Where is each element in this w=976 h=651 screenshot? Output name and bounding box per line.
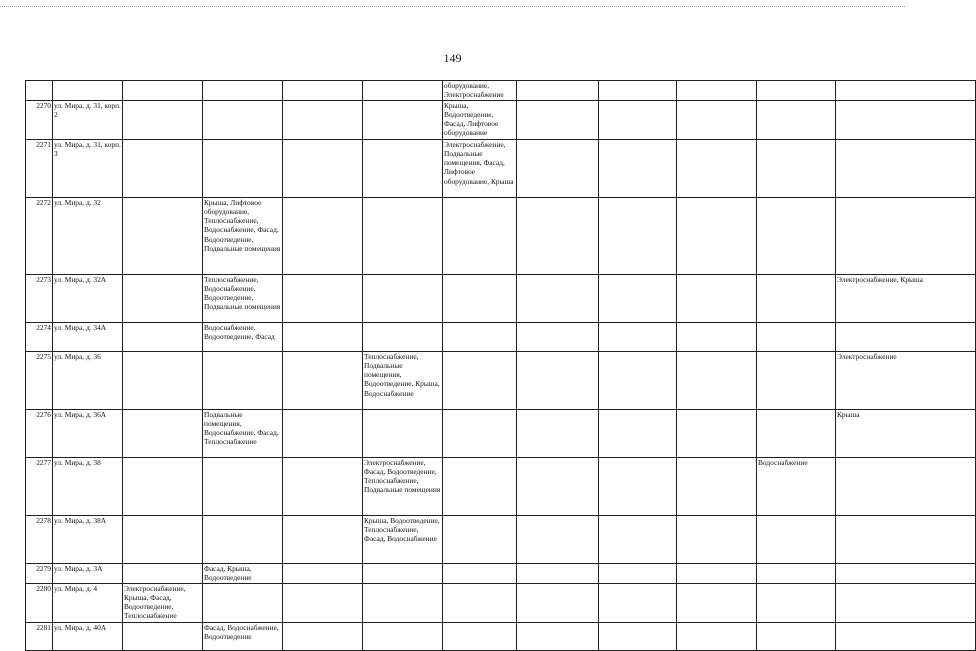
address-cell: ул. Мира, д. 32 bbox=[53, 197, 123, 274]
work-type-cell bbox=[517, 322, 599, 351]
work-type-cell bbox=[677, 81, 757, 101]
work-type-cell bbox=[677, 197, 757, 274]
work-type-cell bbox=[123, 351, 203, 409]
work-type-cell bbox=[677, 457, 757, 515]
work-type-cell bbox=[363, 81, 443, 101]
work-type-cell bbox=[203, 81, 283, 101]
work-type-cell bbox=[599, 351, 677, 409]
table-row bbox=[26, 457, 976, 515]
row-number: 2276 bbox=[26, 409, 53, 457]
work-type-cell bbox=[363, 274, 443, 322]
work-type-cell bbox=[203, 583, 283, 622]
work-type-cell bbox=[517, 274, 599, 322]
address-cell: ул. Мира, д. 3А bbox=[53, 563, 123, 583]
work-type-cell bbox=[599, 197, 677, 274]
address-cell: ул. Мира, д. 38А bbox=[53, 515, 123, 563]
work-type-cell bbox=[757, 583, 836, 622]
table-row bbox=[26, 274, 976, 322]
work-type-cell bbox=[677, 622, 757, 650]
work-type-cell bbox=[123, 409, 203, 457]
work-type-cell bbox=[836, 197, 976, 274]
work-type-cell bbox=[836, 563, 976, 583]
address-cell: ул. Мира, д. 38 bbox=[53, 457, 123, 515]
work-type-cell bbox=[599, 81, 677, 101]
table-row bbox=[26, 351, 976, 409]
work-type-cell bbox=[363, 563, 443, 583]
work-type-cell bbox=[517, 622, 599, 650]
work-type-cell bbox=[836, 583, 976, 622]
work-type-cell bbox=[203, 351, 283, 409]
row-number: 2281 bbox=[26, 622, 53, 650]
work-type-cell: Фасад, Водоснабжение, Водоотведение bbox=[203, 622, 283, 650]
work-type-cell: Теплоснабжение, Водоснабжение, Водоотведение, Подвальные помещения bbox=[203, 274, 283, 322]
table-row bbox=[26, 81, 976, 101]
work-type-cell bbox=[123, 322, 203, 351]
work-type-cell: Фасад, Крыша, Водоотведение bbox=[203, 563, 283, 583]
work-type-cell bbox=[443, 583, 517, 622]
work-type-cell bbox=[517, 351, 599, 409]
work-type-cell bbox=[677, 583, 757, 622]
row-number: 2274 bbox=[26, 322, 53, 351]
work-type-cell bbox=[283, 583, 363, 622]
work-type-cell: Электроснабжение, Подвальные помещения, Фасад, Лифтовое оборудование, Крыша bbox=[443, 139, 517, 197]
work-type-cell bbox=[599, 322, 677, 351]
work-type-cell bbox=[443, 622, 517, 650]
work-type-cell bbox=[123, 81, 203, 101]
work-type-cell bbox=[283, 139, 363, 197]
work-type-cell bbox=[599, 515, 677, 563]
row-number: 2270 bbox=[26, 100, 53, 139]
work-type-cell bbox=[123, 100, 203, 139]
work-type-cell bbox=[757, 139, 836, 197]
work-type-cell bbox=[517, 197, 599, 274]
page-number: 149 bbox=[443, 51, 462, 65]
table-row bbox=[26, 100, 976, 139]
work-type-cell bbox=[517, 139, 599, 197]
work-type-cell bbox=[283, 622, 363, 650]
work-type-cell bbox=[517, 457, 599, 515]
address-cell: ул. Мира, д. 36 bbox=[53, 351, 123, 409]
address-cell: ул. Мира, д. 36А bbox=[53, 409, 123, 457]
scan-edge-line bbox=[0, 6, 905, 7]
work-type-cell: оборудование, Электроснабжение bbox=[443, 81, 517, 101]
row-number: 2278 bbox=[26, 515, 53, 563]
work-type-cell bbox=[283, 197, 363, 274]
address-cell: ул. Мира, д. 31, корп. 3 bbox=[53, 139, 123, 197]
work-type-cell: Электроснабжение bbox=[836, 351, 976, 409]
work-type-cell bbox=[677, 351, 757, 409]
work-type-cell bbox=[363, 100, 443, 139]
work-type-cell bbox=[677, 563, 757, 583]
work-type-cell bbox=[836, 457, 976, 515]
row-number: 2277 bbox=[26, 457, 53, 515]
table-row bbox=[26, 197, 976, 274]
work-type-cell: Электроснабжение, Крыша bbox=[836, 274, 976, 322]
work-type-cell bbox=[283, 563, 363, 583]
work-type-cell bbox=[517, 100, 599, 139]
table-row bbox=[26, 622, 976, 650]
work-type-cell bbox=[599, 622, 677, 650]
work-type-cell bbox=[677, 409, 757, 457]
work-type-cell bbox=[443, 197, 517, 274]
work-type-cell bbox=[757, 409, 836, 457]
work-type-cell bbox=[836, 139, 976, 197]
work-type-cell: Крыша bbox=[836, 409, 976, 457]
work-type-cell bbox=[123, 622, 203, 650]
work-type-cell bbox=[443, 457, 517, 515]
work-type-cell: Крыша, Водоотведение, Фасад, Лифтовое оборудование bbox=[443, 100, 517, 139]
work-type-cell bbox=[283, 515, 363, 563]
address-cell: ул. Мира, д. 40А bbox=[53, 622, 123, 650]
row-number: 2271 bbox=[26, 139, 53, 197]
work-type-cell bbox=[443, 563, 517, 583]
work-type-cell bbox=[123, 515, 203, 563]
work-type-cell bbox=[363, 322, 443, 351]
work-type-cell bbox=[757, 100, 836, 139]
repair-schedule-table bbox=[25, 80, 976, 651]
table-row bbox=[26, 563, 976, 583]
work-type-cell bbox=[283, 81, 363, 101]
work-type-cell bbox=[757, 197, 836, 274]
work-type-cell bbox=[123, 274, 203, 322]
work-type-cell bbox=[517, 81, 599, 101]
work-type-cell bbox=[283, 274, 363, 322]
work-type-cell bbox=[123, 139, 203, 197]
work-type-cell bbox=[836, 100, 976, 139]
work-type-cell bbox=[283, 351, 363, 409]
work-type-cell bbox=[599, 274, 677, 322]
work-type-cell: Электроснабжение, Крыша, Фасад, Водоотведение, Теплоснабжение bbox=[123, 583, 203, 622]
work-type-cell bbox=[757, 351, 836, 409]
work-type-cell bbox=[363, 622, 443, 650]
work-type-cell bbox=[599, 563, 677, 583]
work-type-cell bbox=[677, 139, 757, 197]
work-type-cell bbox=[517, 515, 599, 563]
work-type-cell bbox=[443, 351, 517, 409]
work-type-cell bbox=[203, 457, 283, 515]
work-type-cell bbox=[836, 515, 976, 563]
work-type-cell: Крыша, Лифтовое оборудование, Теплоснабжение, Водоснабжение, Фасад, Водоотведение, Подвальные помещения bbox=[203, 197, 283, 274]
address-cell bbox=[53, 81, 123, 101]
table-row bbox=[26, 515, 976, 563]
work-type-cell: Теплоснабжение, Подвальные помещения, Водоотведение, Крыша, Водоснабжение bbox=[363, 351, 443, 409]
address-cell: ул. Мира, д. 32А bbox=[53, 274, 123, 322]
row-number: 2279 bbox=[26, 563, 53, 583]
work-type-cell: Подвальные помещения, Водоснабжение, Фасад, Теплоснабжение bbox=[203, 409, 283, 457]
work-type-cell bbox=[757, 622, 836, 650]
work-type-cell bbox=[443, 515, 517, 563]
work-type-cell bbox=[677, 322, 757, 351]
work-type-cell bbox=[123, 563, 203, 583]
work-type-cell bbox=[123, 197, 203, 274]
work-type-cell bbox=[757, 322, 836, 351]
work-type-cell bbox=[836, 81, 976, 101]
work-type-cell bbox=[363, 139, 443, 197]
work-type-cell bbox=[517, 409, 599, 457]
work-type-cell: Электроснабжение, Фасад, Водоотведение, Теплоснабжение, Подвальные помещения bbox=[363, 457, 443, 515]
table-row bbox=[26, 583, 976, 622]
address-cell: ул. Мира, д. 34А bbox=[53, 322, 123, 351]
work-type-cell bbox=[123, 457, 203, 515]
work-type-cell bbox=[677, 515, 757, 563]
table-row bbox=[26, 139, 976, 197]
work-type-cell bbox=[363, 197, 443, 274]
work-type-cell bbox=[283, 457, 363, 515]
row-number: 2275 bbox=[26, 351, 53, 409]
work-type-cell bbox=[517, 563, 599, 583]
work-type-cell bbox=[757, 81, 836, 101]
work-type-cell bbox=[677, 100, 757, 139]
work-type-cell bbox=[836, 322, 976, 351]
row-number: 2272 bbox=[26, 197, 53, 274]
work-type-cell bbox=[363, 409, 443, 457]
address-cell: ул. Мира, д. 31, корп. 2 bbox=[53, 100, 123, 139]
work-type-cell bbox=[757, 563, 836, 583]
table-row bbox=[26, 409, 976, 457]
work-type-cell bbox=[757, 515, 836, 563]
work-type-cell bbox=[517, 583, 599, 622]
work-type-cell bbox=[599, 100, 677, 139]
work-type-cell bbox=[599, 139, 677, 197]
row-number: 2273 bbox=[26, 274, 53, 322]
work-type-cell bbox=[203, 515, 283, 563]
address-cell: ул. Мира, д. 4 bbox=[53, 583, 123, 622]
work-type-cell bbox=[283, 322, 363, 351]
work-type-cell bbox=[283, 100, 363, 139]
work-type-cell bbox=[677, 274, 757, 322]
row-number bbox=[26, 81, 53, 101]
work-type-cell bbox=[599, 457, 677, 515]
work-type-cell bbox=[836, 622, 976, 650]
work-type-cell bbox=[443, 322, 517, 351]
work-type-cell: Водоснабжение, Водоотведение, Фасад bbox=[203, 322, 283, 351]
row-number: 2280 bbox=[26, 583, 53, 622]
work-type-cell bbox=[203, 100, 283, 139]
work-type-cell bbox=[363, 583, 443, 622]
work-type-cell: Крыша, Водоотведение, Теплоснабжение, Фасад, Водоснабжение bbox=[363, 515, 443, 563]
table-row bbox=[26, 322, 976, 351]
work-type-cell bbox=[443, 409, 517, 457]
work-type-cell bbox=[599, 583, 677, 622]
work-type-cell bbox=[599, 409, 677, 457]
work-type-cell: Водоснабжение bbox=[757, 457, 836, 515]
work-type-cell bbox=[757, 274, 836, 322]
work-type-cell bbox=[283, 409, 363, 457]
work-type-cell bbox=[203, 139, 283, 197]
work-type-cell bbox=[443, 274, 517, 322]
